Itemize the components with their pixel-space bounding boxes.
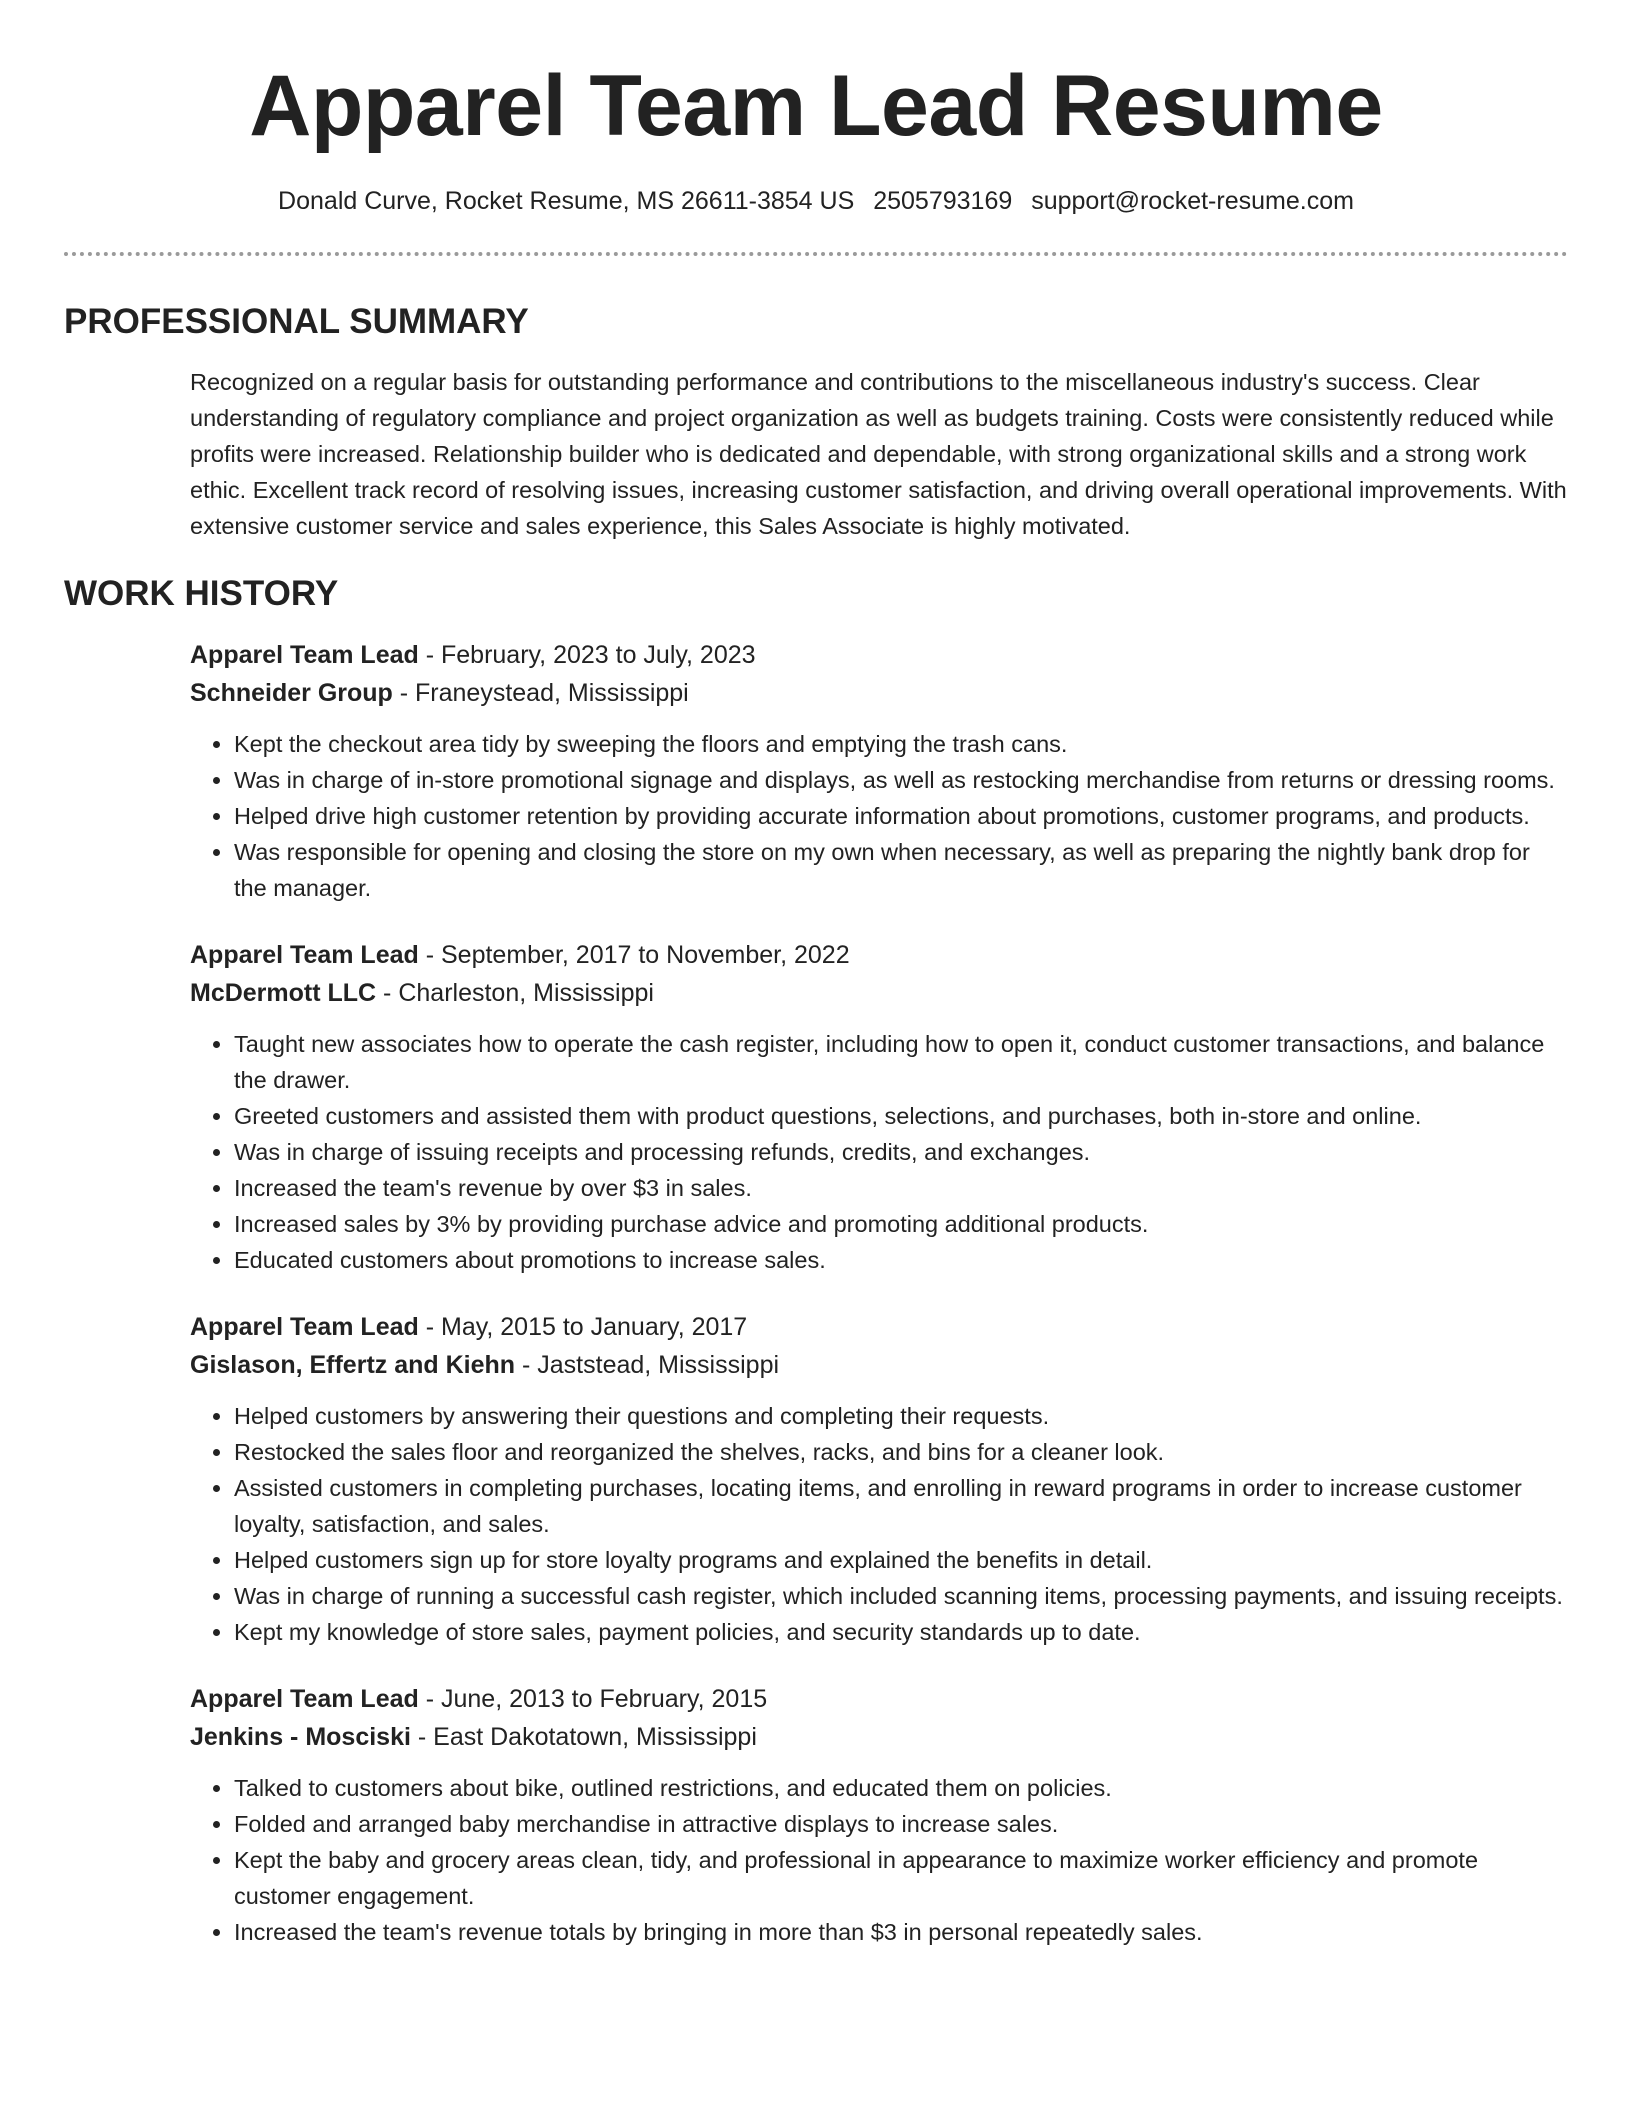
job-location: - Jaststead, Mississippi [515,1351,780,1379]
job-location: - Franeystead, Mississippi [392,679,689,707]
job-dates: - September, 2017 to November, 2022 [418,941,850,969]
job-bullets [190,1026,1568,1278]
job-location: - Charleston, Mississippi [376,979,654,1007]
job-bullet: • Restocked the sales floor and reorganized the shelves, racks, and bins for a cleaner look. [234,1434,1568,1470]
resume-title: Apparel Team Lead Resume [249,58,1383,154]
job-bullet: • Was in charge of in-store promotional signage and displays, as well as restocking merchandise from returns or dressing rooms. [234,762,1568,798]
job-entry [190,1680,1568,1950]
contact-email: support@rocket-resume.com [1031,187,1354,215]
header-divider [64,252,1568,256]
work-history-list [190,636,1568,1950]
job-bullets [190,1398,1568,1650]
job-bullet: • Kept my knowledge of store sales, payment policies, and security standards up to date. [234,1614,1568,1650]
job-bullet: • Kept the checkout area tidy by sweeping the floors and emptying the trash cans. [234,726,1568,762]
job-role: Apparel Team Lead [190,1685,419,1713]
job-bullets [190,726,1568,906]
job-bullet: • Increased the team's revenue by over $3 in sales. [234,1170,1568,1206]
job-bullet: • Helped customers by answering their questions and completing their requests. [234,1398,1568,1434]
job-dates: - June, 2013 to February, 2015 [418,1685,768,1713]
job-entry [190,936,1568,1278]
job-bullet: • Educated customers about promotions to increase sales. [234,1242,1568,1278]
job-bullet: • Helped drive high customer retention by providing accurate information about promotions, customer programs, and products. [234,798,1568,834]
job-bullet: • Increased the team's revenue totals by bringing in more than $3 in personal repeatedly sales. [234,1914,1568,1950]
job-company: Schneider Group [190,679,393,707]
resume-page [64,0,1568,1980]
contact-line [64,184,1568,218]
contact-address: Donald Curve, Rocket Resume, MS 26611-3854 US [278,187,855,215]
job-bullet: • Talked to customers about bike, outlined restrictions, and educated them on policies. [234,1770,1568,1806]
job-company-line [190,1346,1568,1384]
job-bullet: • Greeted customers and assisted them with product questions, selections, and purchases, both in-store and online. [234,1098,1568,1134]
job-bullets [190,1770,1568,1950]
job-bullet: • Folded and arranged baby merchandise in attractive displays to increase sales. [234,1806,1568,1842]
job-bullet: • Increased sales by 3% by providing purchase advice and promoting additional products. [234,1206,1568,1242]
job-title-line [190,1680,1568,1718]
job-entry [190,636,1568,906]
job-title-line [190,636,1568,674]
job-dates: - May, 2015 to January, 2017 [418,1313,748,1341]
job-company: Jenkins - Mosciski [190,1723,411,1751]
job-company-line [190,1718,1568,1756]
job-location: - East Dakotatown, Mississippi [410,1723,757,1751]
job-bullet: • Kept the baby and grocery areas clean, tidy, and professional in appearance to maximize worker efficiency and promote customer engagement. [234,1842,1568,1914]
job-role: Apparel Team Lead [190,941,419,969]
contact-phone: 2505793169 [873,187,1013,215]
job-title-line [190,1308,1568,1346]
summary-heading: PROFESSIONAL SUMMARY [64,302,529,341]
job-bullet: • Assisted customers in completing purchases, locating items, and enrolling in reward programs in order to increase customer loyalty, satisfaction, and sales. [234,1470,1568,1542]
job-company-line [190,674,1568,712]
job-title-line [190,936,1568,974]
job-bullet: • Was in charge of issuing receipts and processing refunds, credits, and exchanges. [234,1134,1568,1170]
job-bullet: • Was in charge of running a successful cash register, which included scanning items, processing payments, and issuing receipts. [234,1578,1568,1614]
job-dates: - February, 2023 to July, 2023 [418,641,756,669]
job-company: Gislason, Effertz and Kiehn [190,1351,516,1379]
job-bullet: • Helped customers sign up for store loyalty programs and explained the benefits in detail. [234,1542,1568,1578]
job-company-line [190,974,1568,1012]
job-role: Apparel Team Lead [190,1313,419,1341]
job-entry [190,1308,1568,1650]
job-bullet: • Was responsible for opening and closing the store on my own when necessary, as well as preparing the nightly bank drop for the manager. [234,834,1568,906]
job-bullet: • Taught new associates how to operate the cash register, including how to open it, conduct customer transactions, and balance the drawer. [234,1026,1568,1098]
job-company: McDermott LLC [190,979,377,1007]
summary-text: Recognized on a regular basis for outstanding performance and contributions to the miscellaneous industry's success. Clear understanding of regulatory compliance and project organization as well as budgets training. Costs were consistently reduced while profits were increased. Relationship builder who is dedicated and dependable, with strong organizational skills and a strong work ethic. Excellent track record of resolving issues, increasing customer satisfaction, and driving overall operational improvements. With extensive customer service and sales experience, this Sales Associate is highly motivated. [190,369,1567,539]
job-role: Apparel Team Lead [190,641,419,669]
work-history-heading: WORK HISTORY [64,574,339,613]
